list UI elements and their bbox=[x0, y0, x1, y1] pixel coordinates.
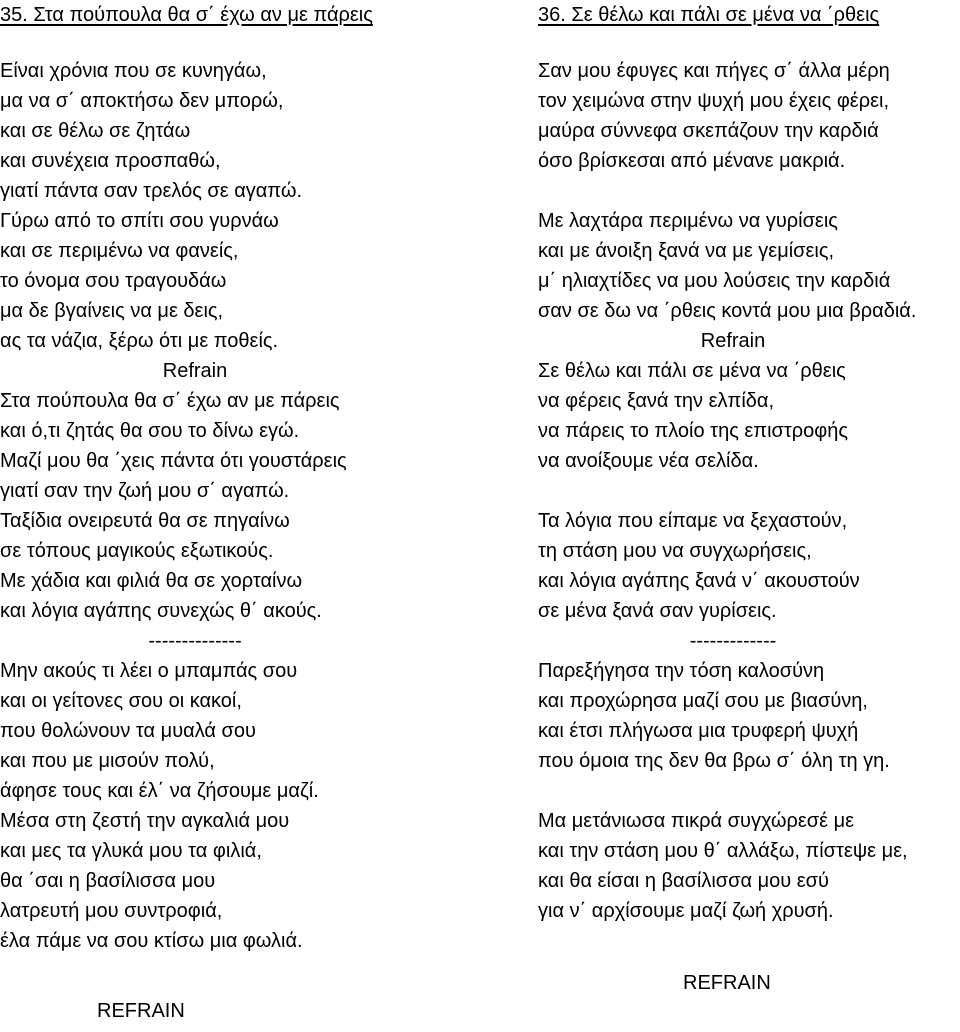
lyric-line: θα ΄σαι η βασίλισσα μου bbox=[0, 870, 216, 892]
lyric-line: και έτσι πλήγωσα μια τρυφερή ψυχή bbox=[538, 720, 859, 742]
lyric-line: Μα μετάνιωσα πικρά συγχώρεσέ με bbox=[538, 810, 855, 832]
lyric-line: να φέρεις ξανά την ελπίδα, bbox=[538, 390, 775, 412]
lyric-line: που θολώνουν τα μυαλά σου bbox=[0, 720, 256, 742]
lyric-line: Παρεξήγησα την τόση καλοσύνη bbox=[538, 660, 825, 682]
song-36-title: 36. Σε θέλω και πάλι σε μένα να ΄ρθεις bbox=[538, 4, 880, 26]
stanza-gap bbox=[538, 476, 960, 506]
song-36-column bbox=[538, 0, 960, 926]
song-35-refrain-marker: REFRAIN bbox=[97, 1000, 185, 1022]
lyric-line: και λόγια αγάπης ξανά ν΄ ακουστούν bbox=[538, 570, 860, 592]
lyric-line: Σαν μου έφυγες και πήγες σ΄ άλλα μέρη bbox=[538, 60, 890, 82]
lyric-line: σε μένα ξανά σαν γυρίσεις. bbox=[538, 600, 777, 622]
lyric-line: και λόγια αγάπης συνεχώς θ΄ ακούς. bbox=[0, 600, 322, 622]
lyric-line: λατρευτή μου συντροφιά, bbox=[0, 900, 223, 922]
lyric-line: Μαζί μου θα ΄χεις πάντα ότι γουστάρεις bbox=[0, 450, 347, 472]
lyric-line: και ό,τι ζητάς θα σου το δίνω εγώ. bbox=[0, 420, 300, 442]
section-divider: ------------- bbox=[689, 630, 777, 652]
lyric-line: και την στάση μου θ΄ αλλάξω, πίστεψε με, bbox=[538, 840, 908, 862]
lyric-line: σε τόπους μαγικούς εξωτικούς. bbox=[0, 540, 274, 562]
lyric-line: και οι γείτονες σου οι κακοί, bbox=[0, 690, 242, 712]
lyric-line: έλα πάμε να σου κτίσω μια φωλιά. bbox=[0, 930, 303, 952]
lyric-line: και συνέχεια προσπαθώ, bbox=[0, 150, 221, 172]
lyric-line: Στα πούπουλα θα σ΄ έχω αν με πάρεις bbox=[0, 390, 340, 412]
lyric-line: Μην ακούς τι λέει ο μπαμπάς σου bbox=[0, 660, 298, 682]
song-36-lyrics bbox=[538, 56, 960, 926]
lyric-line: Τα λόγια που είπαμε να ξεχαστούν, bbox=[538, 510, 848, 532]
lyric-line: και με άνοιξη ξανά να με γεμίσεις, bbox=[538, 240, 835, 262]
lyric-line: σαν σε δω να ΄ρθεις κοντά μου μια βραδιά. bbox=[538, 300, 917, 322]
lyric-line: και σε θέλω σε ζητάω bbox=[0, 120, 191, 142]
refrain-label: Refrain bbox=[700, 330, 766, 352]
section-divider: -------------- bbox=[148, 630, 242, 652]
lyric-line: Με χάδια και φιλιά θα σε χορταίνω bbox=[0, 570, 303, 592]
lyric-line: το όνομα σου τραγουδάω bbox=[0, 270, 227, 292]
lyric-line: να πάρεις το πλοίο της επιστροφής bbox=[538, 420, 849, 442]
lyric-line: γιατί πάντα σαν τρελός σε αγαπώ. bbox=[0, 180, 303, 202]
lyric-line: τη στάση μου να συγχωρήσεις, bbox=[538, 540, 812, 562]
lyric-line: άφησε τους και έλ΄ να ζήσουμε μαζί. bbox=[0, 780, 319, 802]
lyric-line: να ανοίξουμε νέα σελίδα. bbox=[538, 450, 759, 472]
lyric-line: μα δε βγαίνεις να με δεις, bbox=[0, 300, 224, 322]
lyric-line: Είναι χρόνια που σε κυνηγάω, bbox=[0, 60, 267, 82]
lyric-line: γιατί σαν την ζωή μου σ΄ αγαπώ. bbox=[0, 480, 290, 502]
lyric-line: τον χειμώνα στην ψυχή μου έχεις φέρει, bbox=[538, 90, 889, 112]
lyric-line: ας τα νάζια, ξέρω ότι με ποθείς. bbox=[0, 330, 279, 352]
lyric-line: και που με μισούν πολύ, bbox=[0, 750, 215, 772]
stanza-gap bbox=[538, 176, 960, 206]
song-35-lyrics bbox=[0, 56, 520, 956]
lyric-line: και σε περιμένω να φανείς, bbox=[0, 240, 239, 262]
lyric-line: για ν΄ αρχίσουμε μαζί ζωή χρυσή. bbox=[538, 900, 834, 922]
lyric-line: και θα είσαι η βασίλισσα μου εσύ bbox=[538, 870, 829, 892]
song-36-refrain-marker: REFRAIN bbox=[683, 972, 771, 994]
lyric-line: μαύρα σύννεφα σκεπάζουν την καρδιά bbox=[538, 120, 879, 142]
lyric-line: Ταξίδια ονειρευτά θα σε πηγαίνω bbox=[0, 510, 290, 532]
stanza-gap bbox=[538, 776, 960, 806]
lyric-line: όσο βρίσκεσαι από μένανε μακριά. bbox=[538, 150, 846, 172]
lyric-line: και μες τα γλυκά μου τα φιλιά, bbox=[0, 840, 262, 862]
lyric-line: Με λαχτάρα περιμένω να γυρίσεις bbox=[538, 210, 838, 232]
lyric-line: Μέσα στη ζεστή την αγκαλιά μου bbox=[0, 810, 290, 832]
song-35-title: 35. Στα πούπουλα θα σ΄ έχω αν με πάρεις bbox=[0, 4, 373, 26]
lyric-line: Γύρω από το σπίτι σου γυρνάω bbox=[0, 210, 279, 232]
lyric-line: που όμοια της δεν θα βρω σ΄ όλη τη γη. bbox=[538, 750, 890, 772]
lyric-line: μα να σ΄ αποκτήσω δεν μπορώ, bbox=[0, 90, 284, 112]
lyric-line: μ΄ ηλιαχτίδες να μου λούσεις την καρδιά bbox=[538, 270, 891, 292]
lyric-line: και προχώρησα μαζί σου με βιασύνη, bbox=[538, 690, 868, 712]
lyric-line: Σε θέλω και πάλι σε μένα να ΄ρθεις bbox=[538, 360, 846, 382]
refrain-label: Refrain bbox=[162, 360, 228, 382]
